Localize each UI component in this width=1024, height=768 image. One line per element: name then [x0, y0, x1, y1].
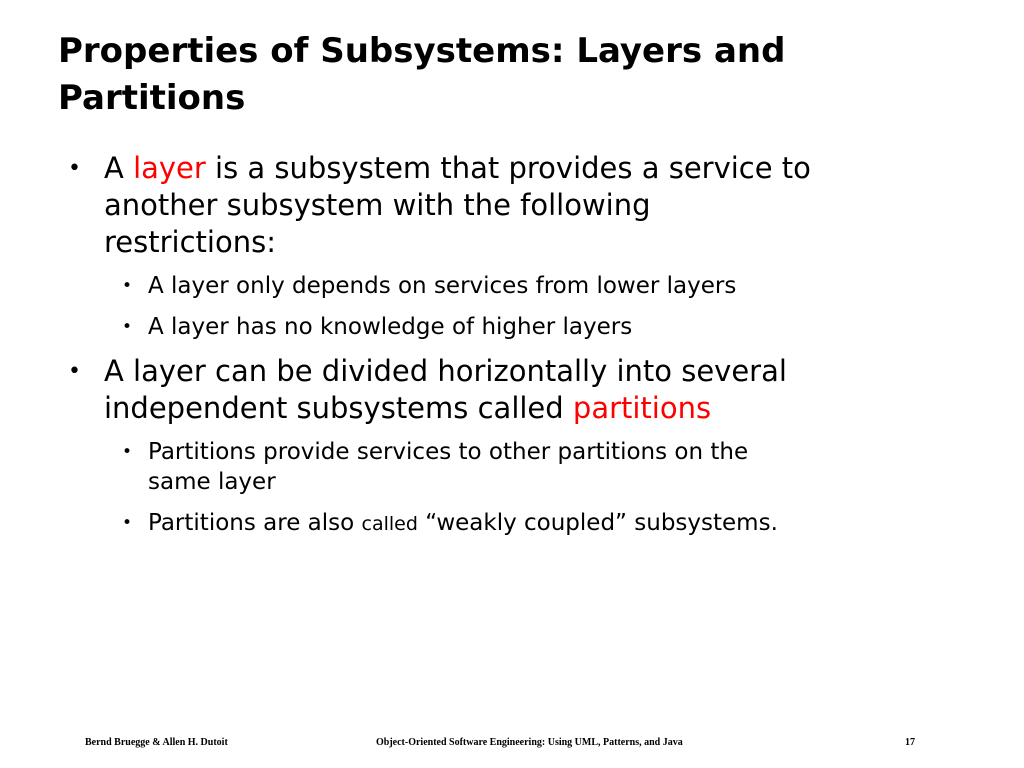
slide-title [58, 28, 958, 122]
highlight-term-layer: layer [133, 151, 206, 185]
bullet-layer-definition [68, 150, 968, 261]
highlight-term-partitions: partitions [572, 391, 712, 425]
slide-content [68, 150, 968, 550]
bullet-text-line-3: restrictions: [104, 225, 276, 259]
footer-authors: Bernd Bruegge & Allen H. Dutoit [85, 737, 228, 748]
footer-book-title: Object-Oriented Software Engineering: Using UML, Patterns, and Java [376, 737, 683, 748]
bullet-text-prefix: A [104, 151, 134, 185]
subbullet-partition-services [122, 437, 968, 497]
bullet-dot-icon: • [122, 442, 133, 462]
slide-title-line-1: Properties of Subsystems: Layers and [58, 31, 786, 71]
subbullet-weakly-coupled [122, 508, 968, 539]
subbullet-text-line-2: same layer [148, 469, 276, 495]
subbullet-text-line-1: Partitions provide services to other partitions on the [148, 439, 749, 465]
bullet-dot-icon: • [68, 359, 81, 384]
bullet-text-line-1-rest: is a subsystem that provides a service to [205, 151, 811, 185]
bullet-text-line-1: A layer can be divided horizontally into several [104, 354, 787, 388]
subbullet-text-prefix: Partitions are also [148, 510, 362, 536]
bullet-dot-icon: • [122, 276, 133, 296]
bullet-dot-icon: • [122, 513, 133, 533]
subbullet-higher-layers [122, 312, 968, 342]
bullet-dot-icon: • [122, 317, 133, 337]
bullet-dot-icon: • [68, 156, 81, 181]
bullet-partitions-definition [68, 353, 968, 427]
slide-title-line-2: Partitions [58, 78, 246, 118]
bullet-text-line-2: another subsystem with the following [104, 188, 651, 222]
subbullet-text-small-word: called [361, 513, 418, 535]
bullet-text-line-2-prefix: independent subsystems called [104, 391, 573, 425]
subbullet-lower-layers [122, 271, 968, 301]
subbullet-text-suffix: “weakly coupled” subsystems. [417, 510, 778, 536]
footer-page-number: 17 [905, 737, 915, 748]
subbullet-text: A layer only depends on services from lower layers [148, 273, 737, 299]
subbullet-text: A layer has no knowledge of higher layers [148, 314, 633, 340]
